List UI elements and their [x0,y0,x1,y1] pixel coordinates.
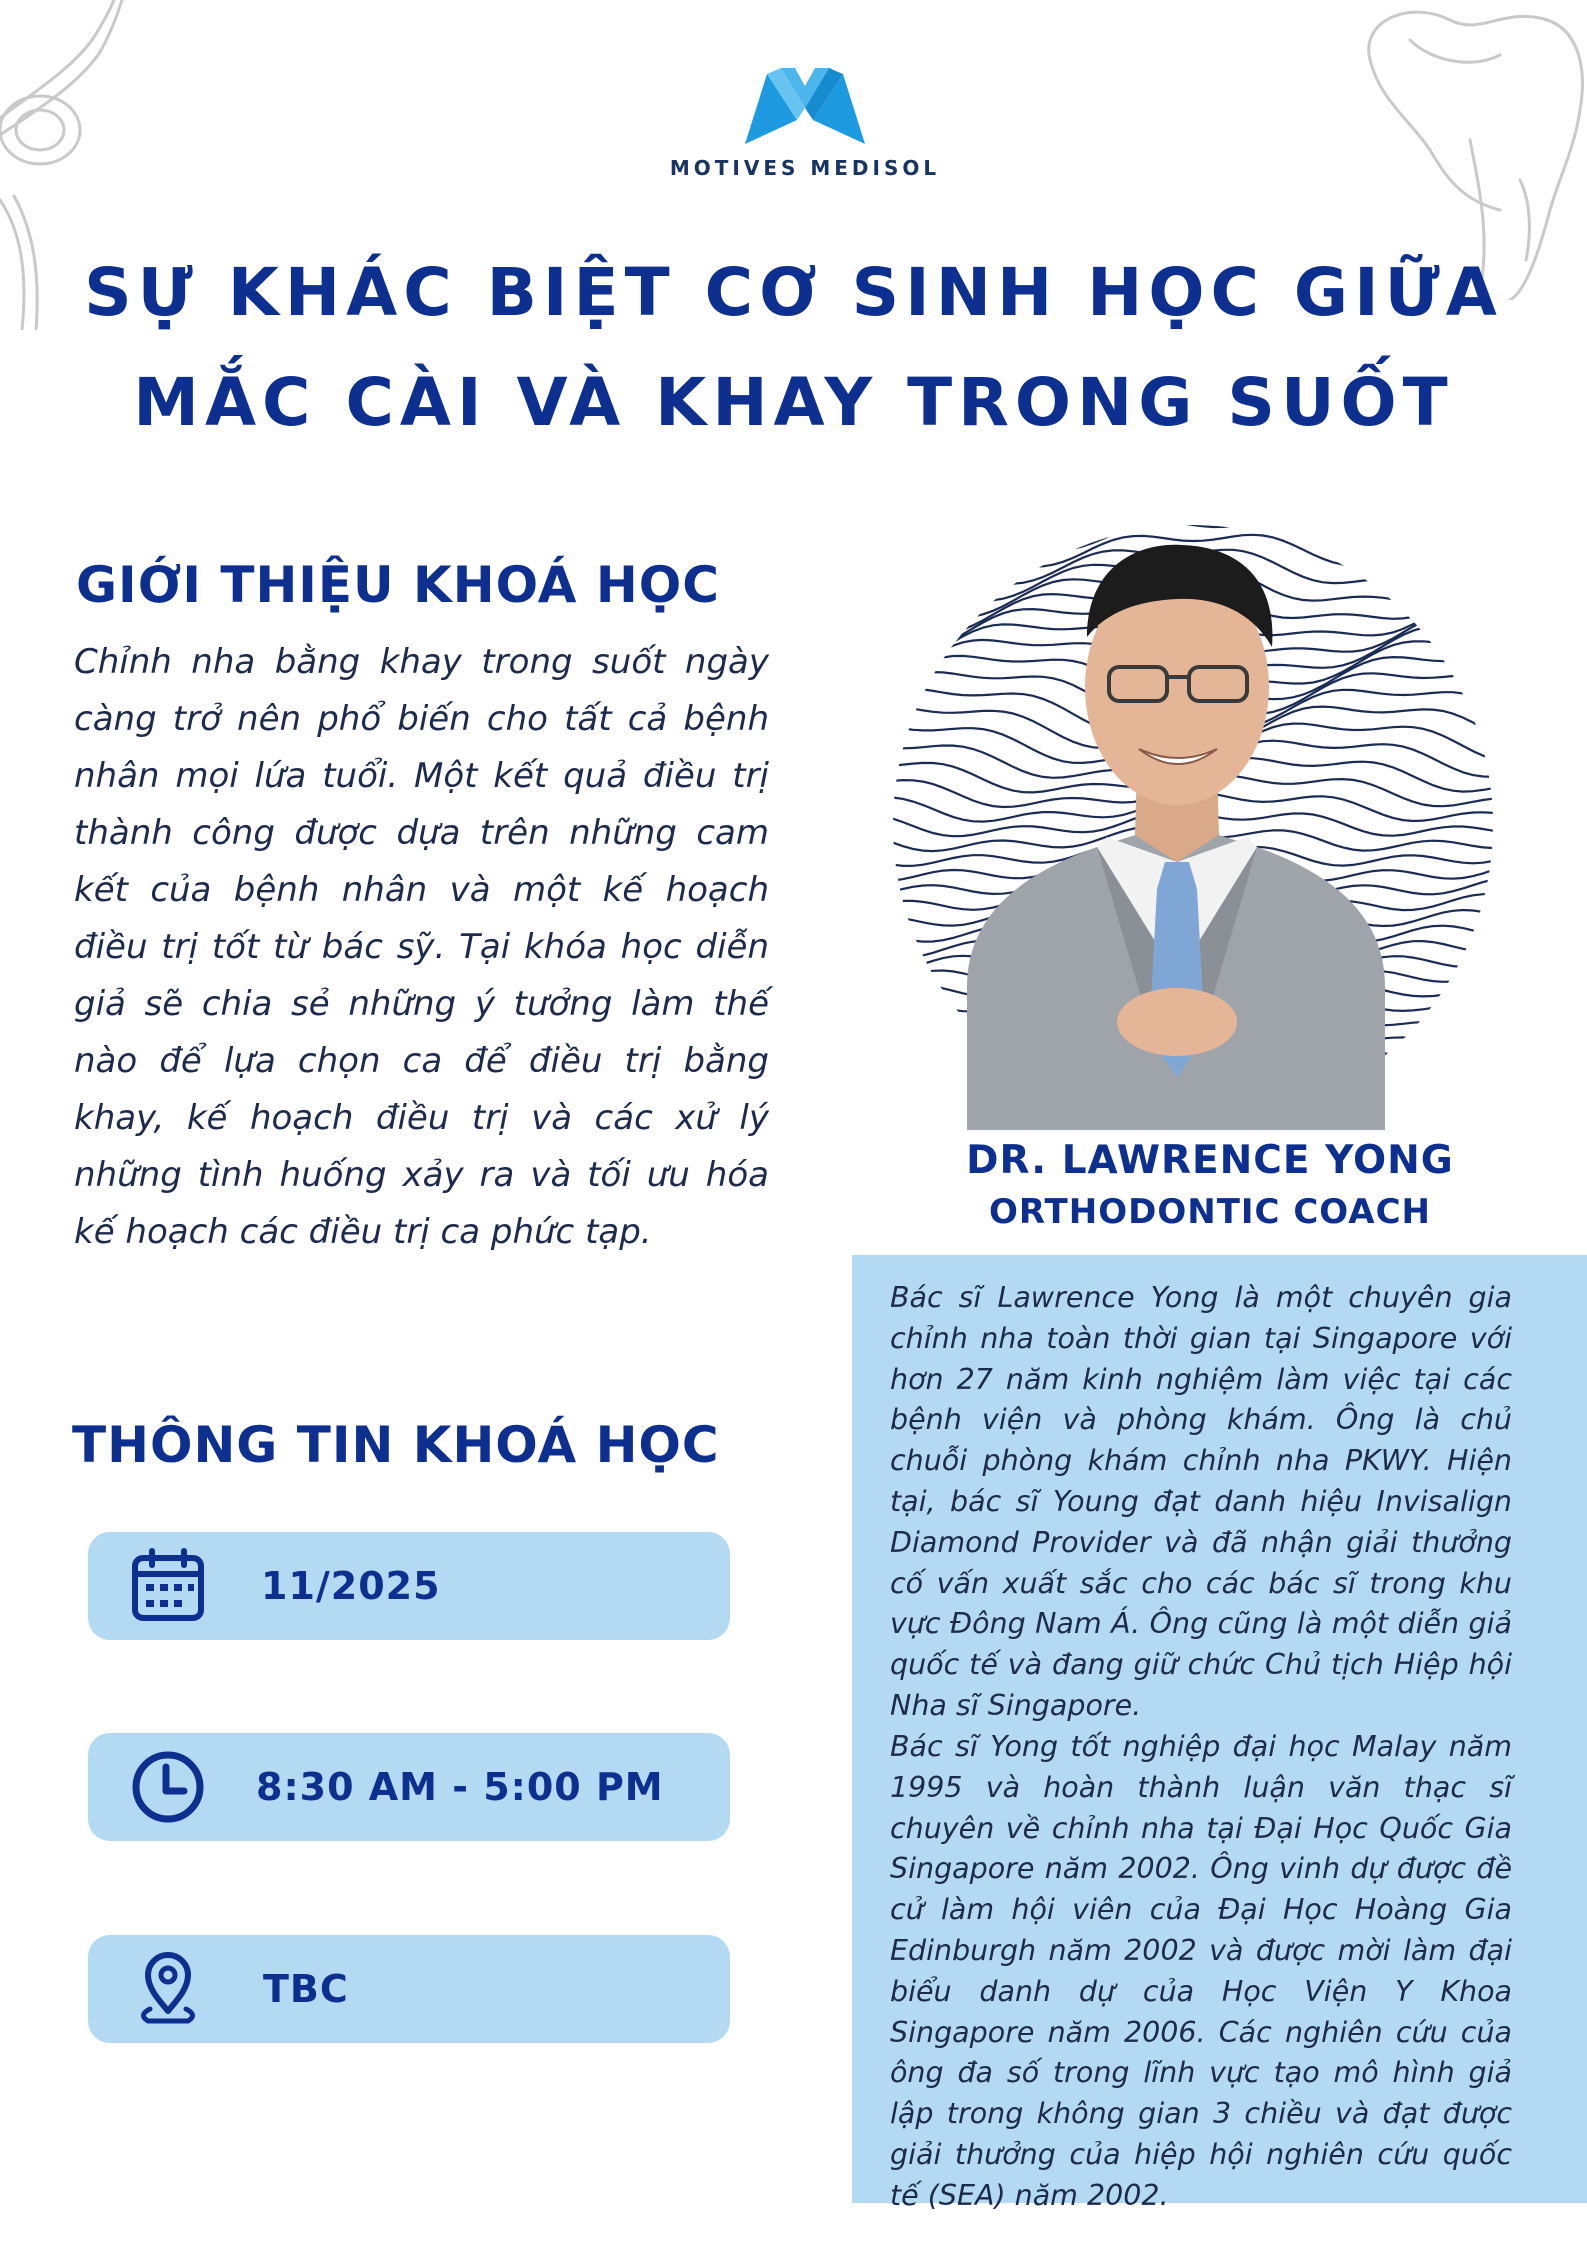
location-info-pill [88,1935,730,2043]
intro-heading: GIỚI THIỆU KHOÁ HỌC [76,556,720,614]
speaker-bio-paragraph-2: Bác sĩ Yong tốt nghiệp đại học Malay năm 1995 và hoàn thành luận văn thạc sĩ chuyên về chỉnh nha tại Đại Học Quốc Gia Singapore năm 2002. Ông vinh dự được đề cử làm hội viên của Đại Học Hoàng Gia Edinburgh năm 2002 và được mời làm đại biểu danh dự của Học Viện Y Khoa Singapore năm 2006. Các nghiên cứu của ông đa số trong lĩnh vực tạo mô hình giả lập trong không gian 3 chiều và đạt được giải thưởng của hiệp hội nghiên cứu quốc tế (SEA) năm 2002. [890,1730,1512,2212]
speaker-photo [947,517,1405,1130]
intro-paragraph: Chỉnh nha bằng khay trong suốt ngày càng trở nên phổ biến cho tất cả bệnh nhân mọi lứa tuổi. Một kết quả điều trị thành công được dựa trên những cam kết của bệnh nhân và một kế hoạch điều trị tốt từ bác sỹ. Tại khóa học diễn giả sẽ chia sẻ những ý tưởng làm thế nào để lựa chọn ca để điều trị bằng khay, kế hoạch điều trị và các xử lý những tình huống xảy ra và tối ưu hóa kế hoạch các điều trị ca phức tạp. [74,642,769,1252]
speaker-role: ORTHODONTIC COACH [989,1192,1431,1232]
page-title-line-2: MẮC CÀI VÀ KHAY TRONG SUỐT [133,364,1454,441]
page-title-line-1: SỰ KHÁC BIỆT CƠ SINH HỌC GIỮA [84,254,1503,331]
info-heading: THÔNG TIN KHOÁ HỌC [72,1416,720,1474]
location-value: TBC [263,1967,349,2011]
time-info-pill [88,1733,730,1841]
speaker-bio-panel [852,1255,1587,2212]
brand-name: MOTIVES MEDISOL [669,156,941,180]
calendar-icon [130,1548,206,1624]
time-value: 8:30 AM - 5:00 PM [256,1765,664,1809]
speaker-name: DR. LAWRENCE YONG [966,1138,1454,1183]
location-pin-icon [130,1951,206,2027]
motives-medisol-logo-icon [745,68,865,144]
clock-icon [130,1749,206,1825]
page-title [60,238,1527,458]
date-value: 11/2025 [261,1564,441,1608]
speaker-bio-paragraph-1: Bác sĩ Lawrence Yong là một chuyên gia chỉnh nha toàn thời gian tại Singapore với hơn 27 năm kinh nghiệm làm việc tại các bệnh viện và phòng khám. Ông là chủ chuỗi phòng khám chỉnh nha PKWY. Hiện tại, bác sĩ Young đạt danh hiệu Invisalign Diamond Provider và đã nhận giải thưởng cố vấn xuất sắc cho các bác sĩ trong khu vực Đông Nam Á. Ông cũng là một diễn giả quốc tế và đang giữ chức Chủ tịch Hiệp hội Nha sĩ Singapore. [890,1281,1512,1722]
date-info-pill [88,1532,730,1640]
